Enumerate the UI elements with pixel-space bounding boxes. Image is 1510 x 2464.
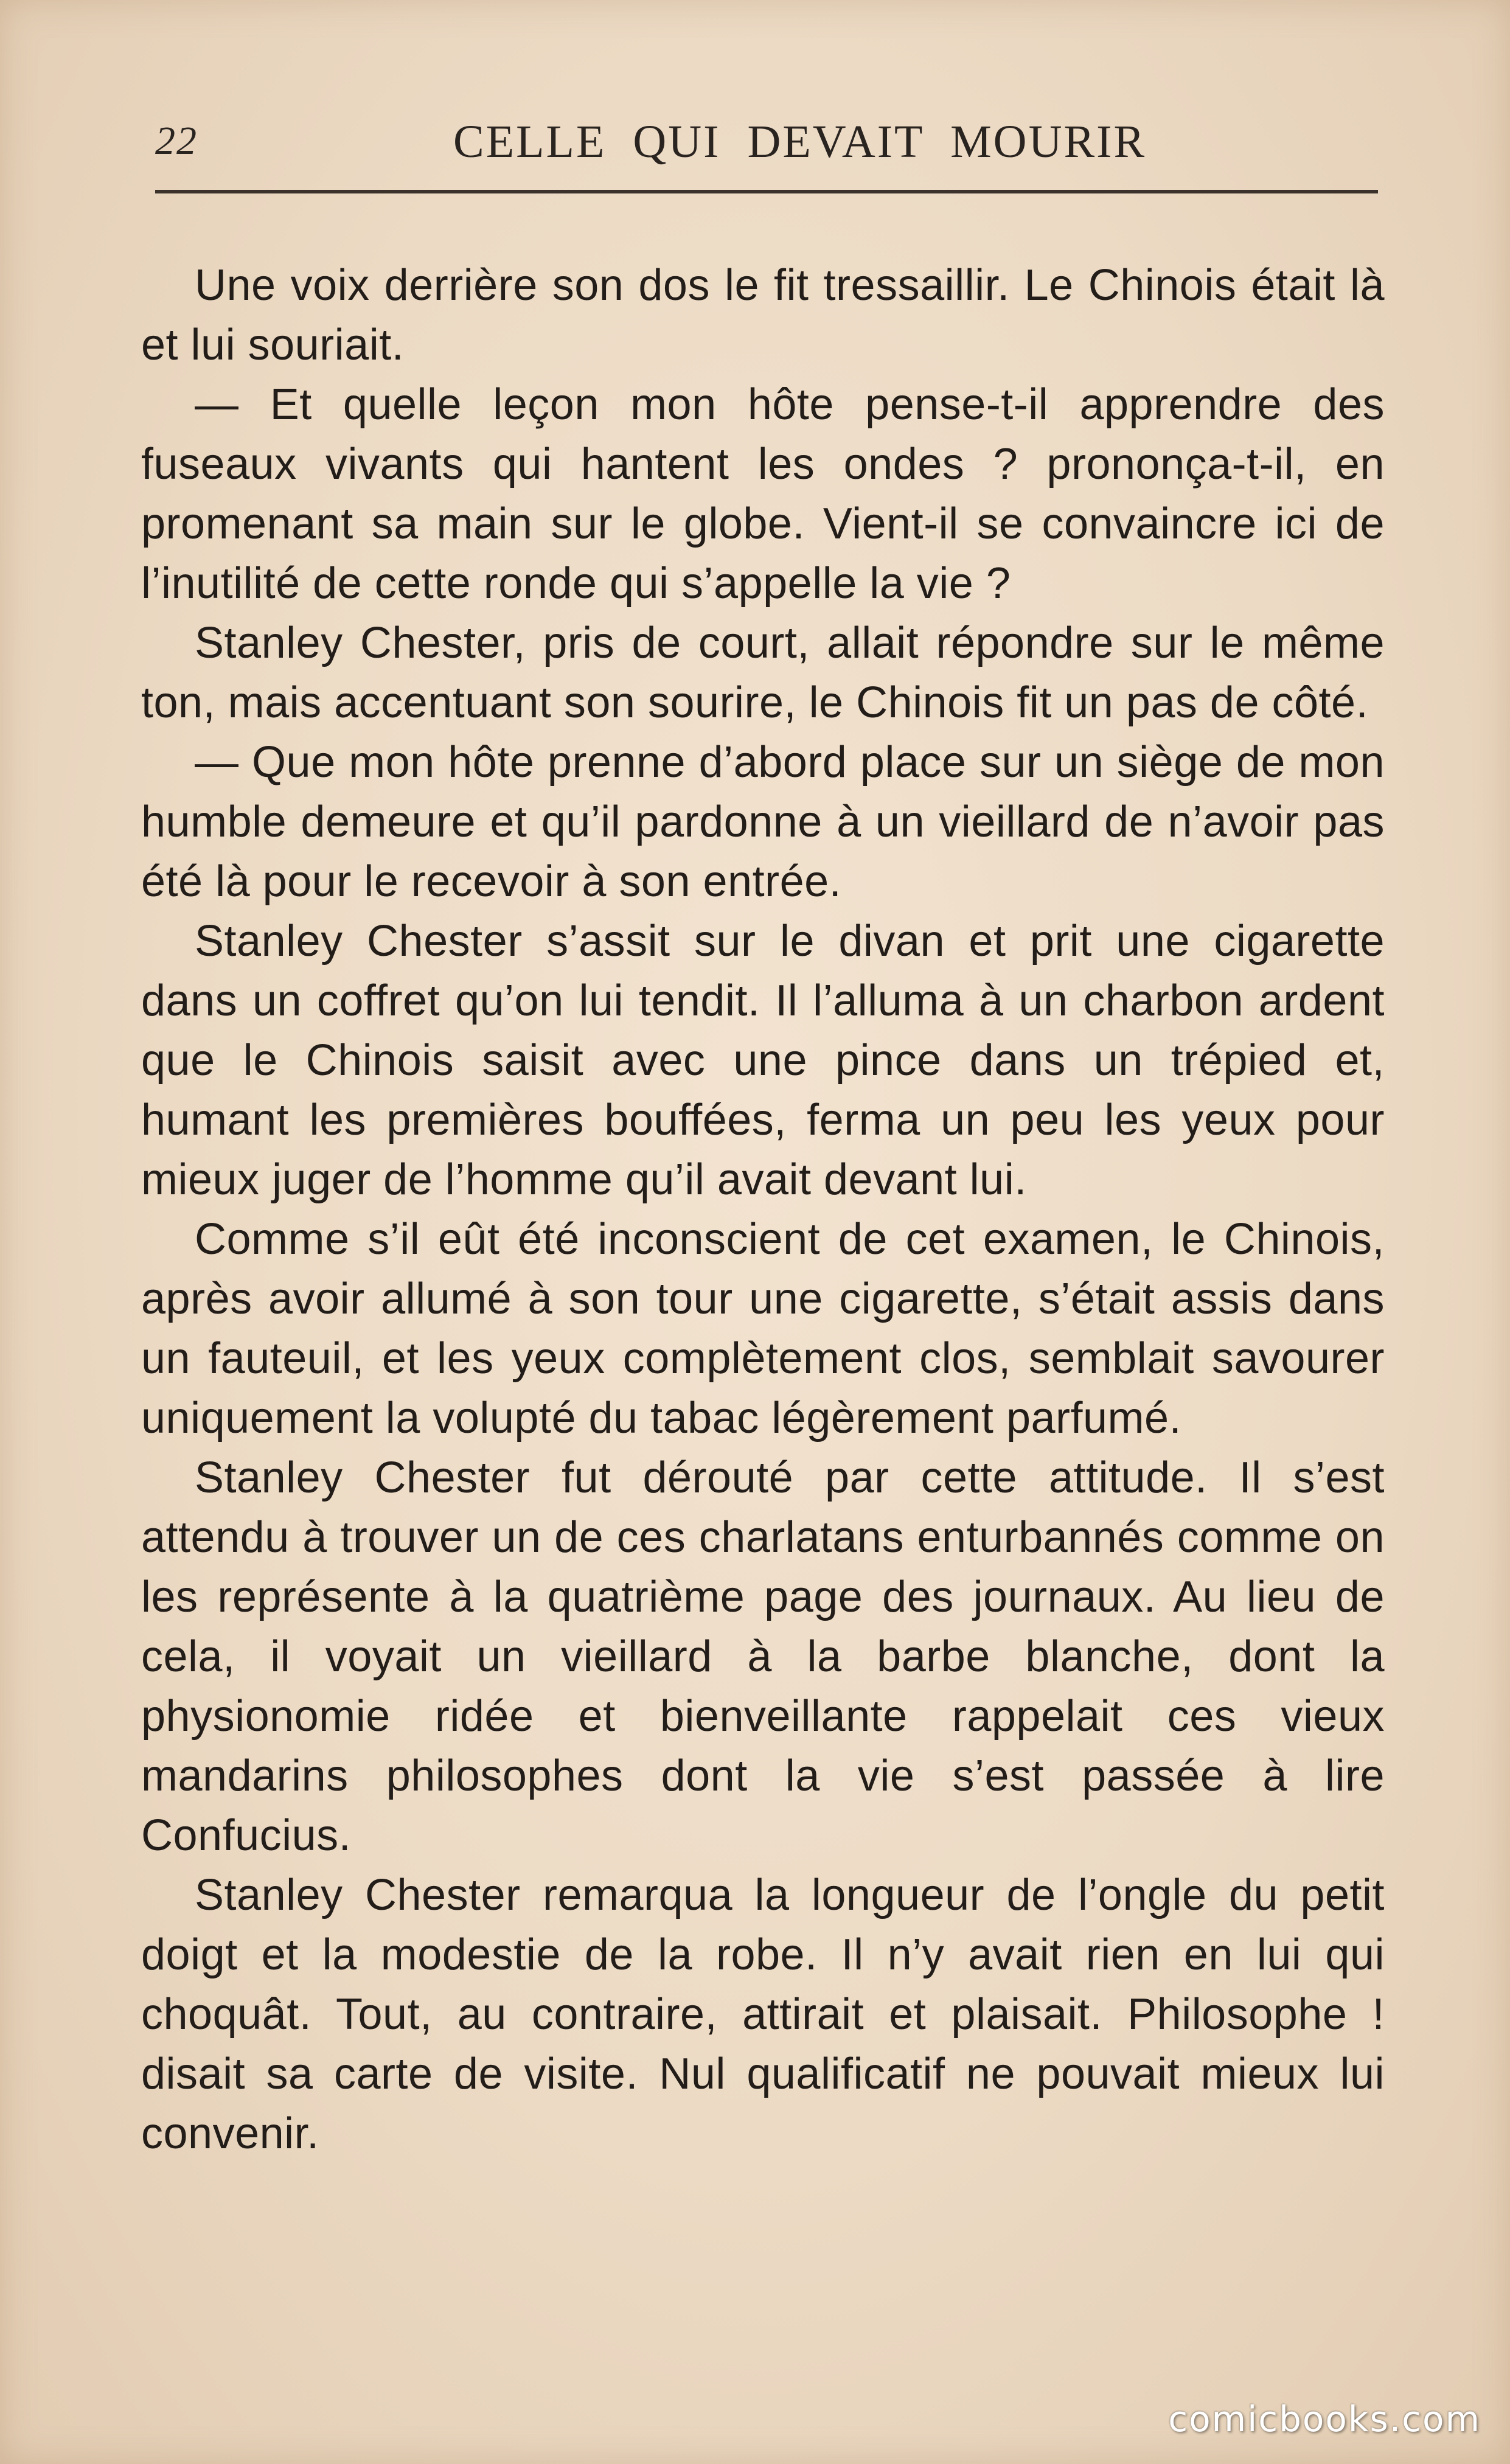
header-rule: [155, 190, 1378, 193]
paragraph: Stanley Chester remarqua la longueur de l’ongle du petit doigt et la modestie de la robe. Il n’y avait rien en lui qui choquât. Tout, au contraire, attirait et plaisait. Philosophe ! disait sa carte de visite. Nul qualificatif ne pouvait mieux lui convenir.: [141, 1871, 1385, 2158]
watermark-logo: comicbooks.com: [1168, 2398, 1481, 2440]
paragraph: Comme s’il eût été inconscient de cet examen, le Chinois, après avoir allumé à son tour une cigarette, s’était assis dans un fauteuil, et les yeux complètement clos, semblait savourer uniquement la volupté du tabac légèrement parfumé.: [141, 1215, 1385, 1443]
paragraph: — Que mon hôte prenne d’abord place sur un siège de mon humble demeure et qu’il pardonne à un vieillard de n’avoir pas été là pour le recevoir à son entrée.: [141, 738, 1385, 906]
paragraph: Stanley Chester s’assit sur le divan et prit une cigarette dans un coffret qu’on lui tendit. Il l’alluma à un charbon ardent que le Chinois saisit avec une pince dans un trépied et, humant les premières bouffées, ferma un peu les yeux pour mieux juger de l’homme qu’il avait devant lui.: [141, 917, 1385, 1204]
book-title: CELLE QUI DEVAIT MOURIR: [453, 116, 1147, 167]
page-number: 22: [155, 119, 198, 163]
paragraph: Stanley Chester, pris de court, allait répondre sur le même ton, mais accentuant son sourire, le Chinois fit un pas de côté.: [141, 619, 1385, 727]
paragraph: Stanley Chester fut dérouté par cette attitude. Il s’est attendu à trouver un de ces charlatans enturbannés comme on les représente à la quatrième page des journaux. Au lieu de cela, il voyait un vieillard à la barbe blanche, dont la physionomie ridée et bienveillante rappelait ces vieux mandarins philosophes dont la vie s’est passée à lire Confucius.: [141, 1453, 1385, 1860]
running-head: [155, 110, 1378, 176]
paragraph: Une voix derrière son dos le fit tressaillir. Le Chinois était là et lui souriait.: [141, 261, 1385, 369]
paragraph: — Et quelle leçon mon hôte pense-t-il apprendre des fuseaux vivants qui hantent les ondes ? prononça-t-il, en promenant sa main sur le globe. Vient-il se convaincre ici de l’inutilité de cette ronde qui s’appelle la vie ?: [141, 380, 1385, 608]
body-text: [141, 256, 1385, 2163]
